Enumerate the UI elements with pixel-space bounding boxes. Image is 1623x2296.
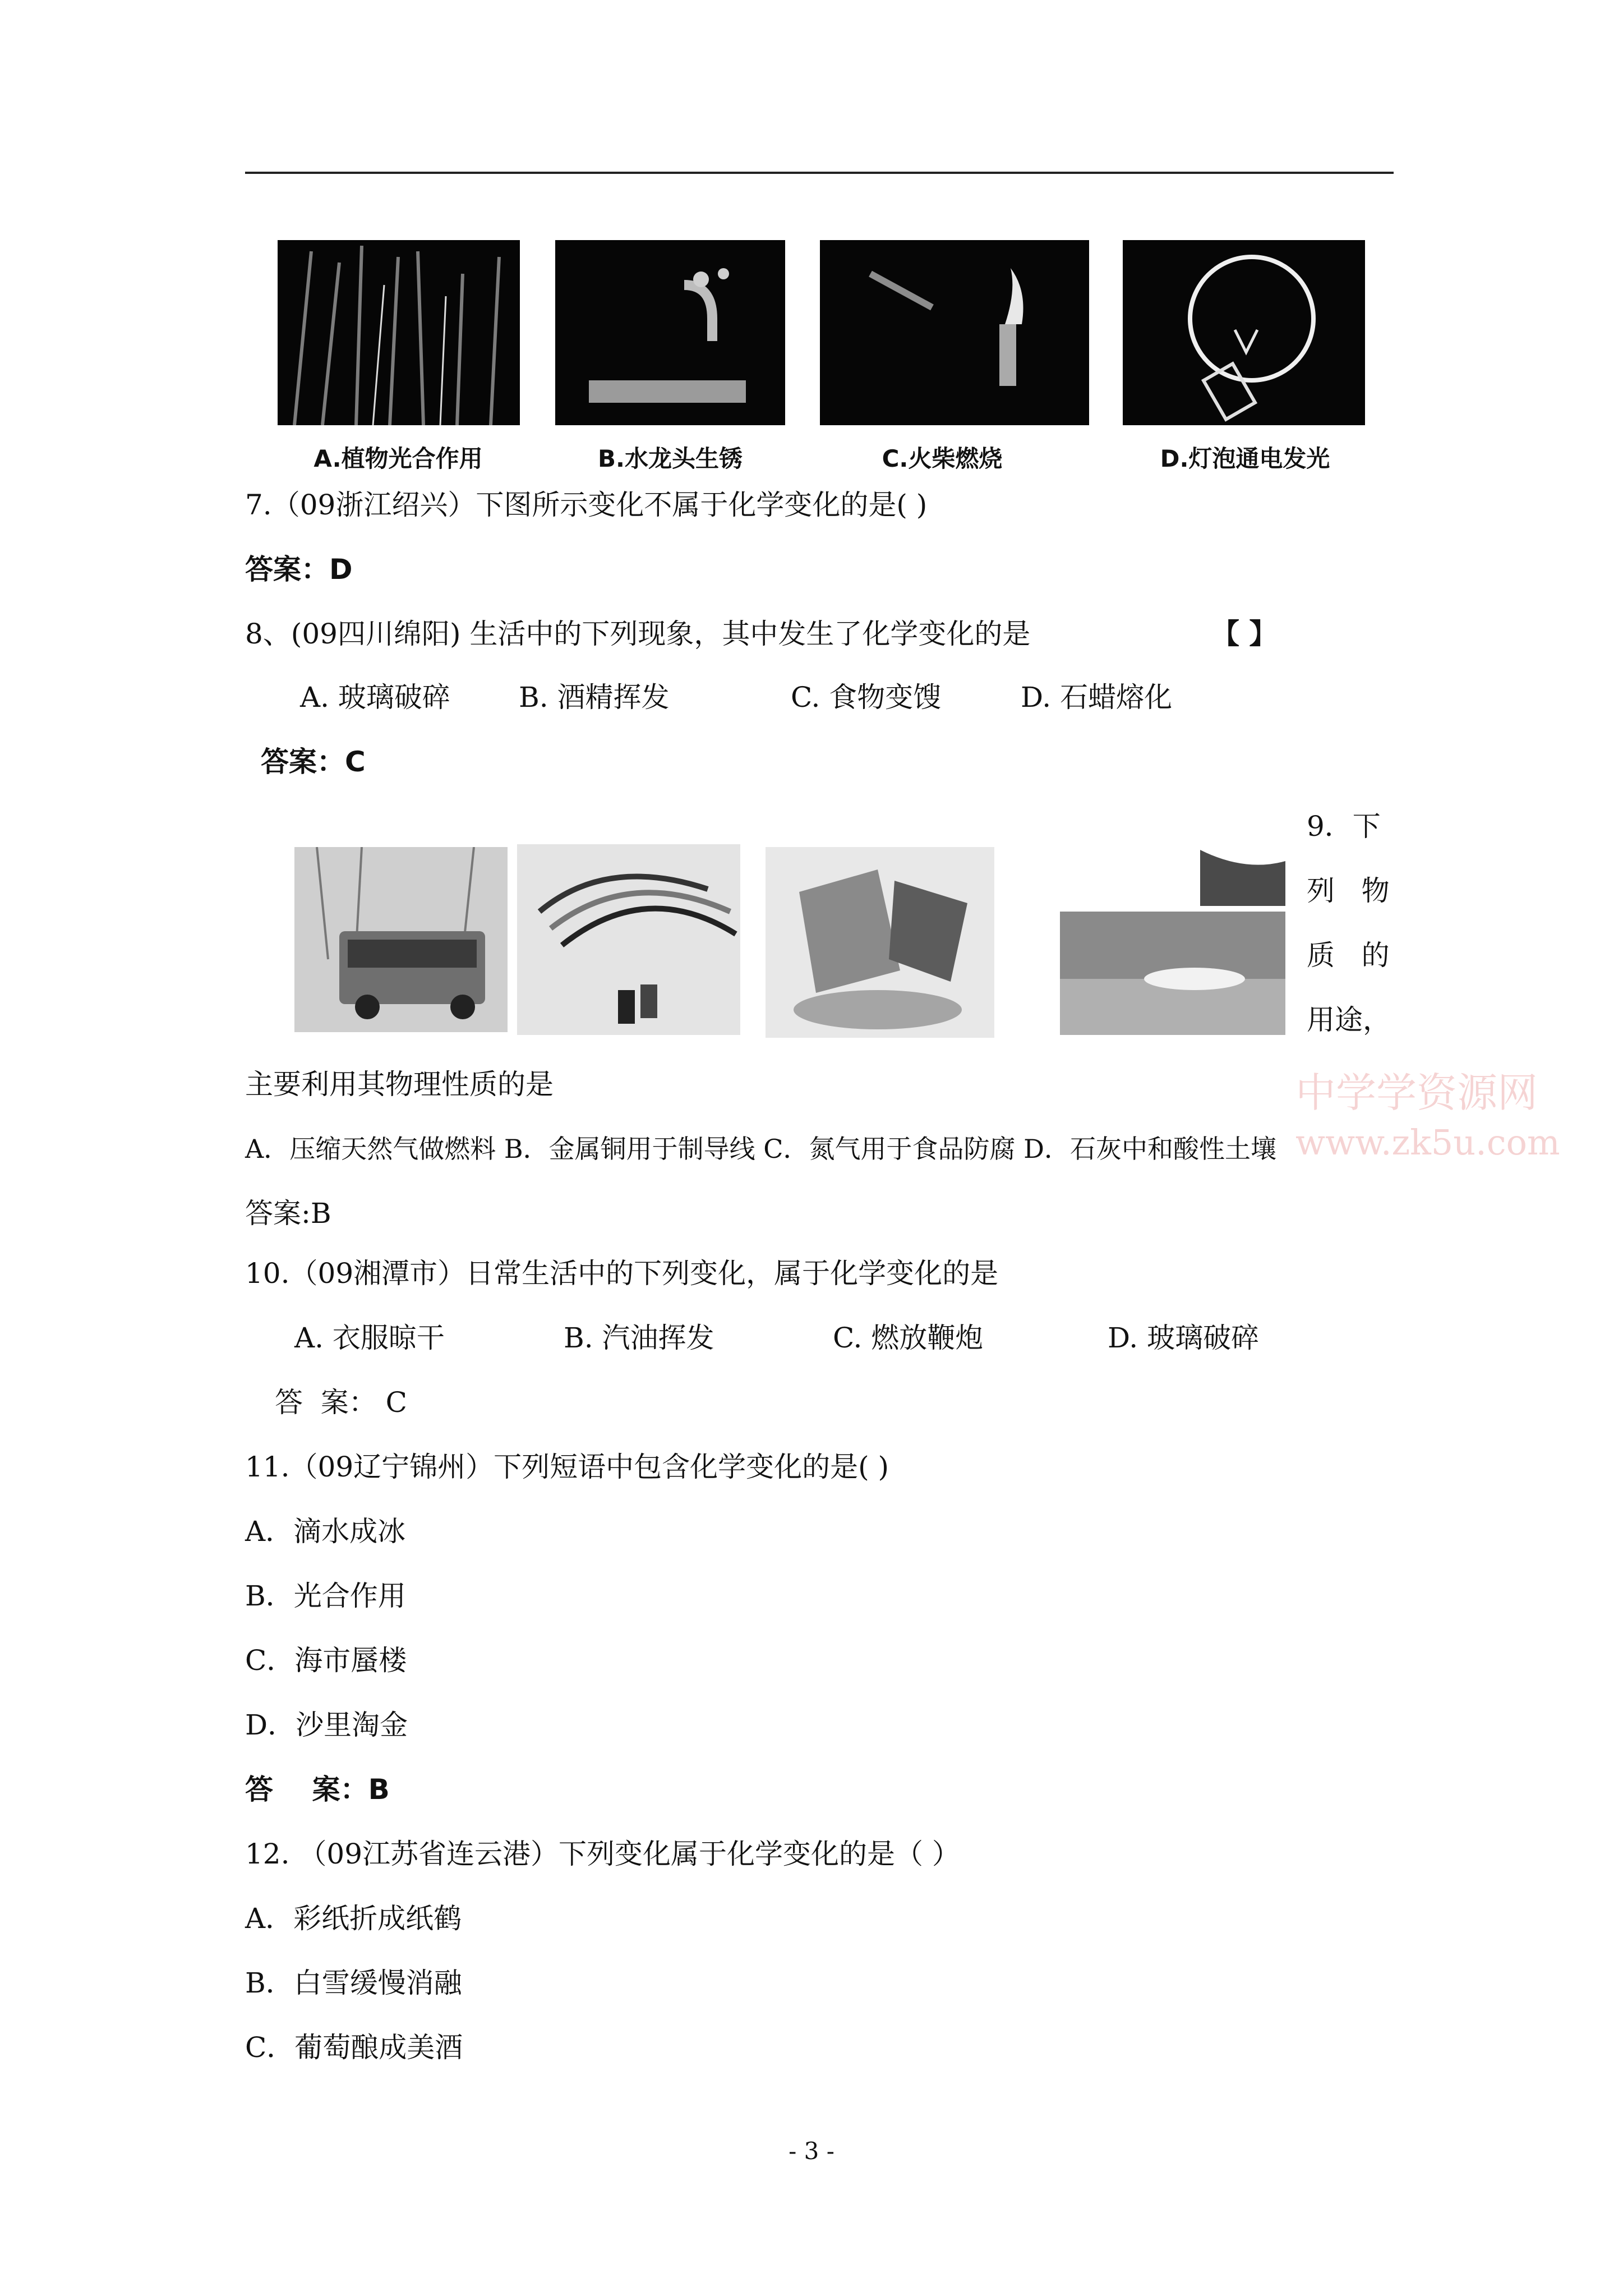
photo-bulb (1123, 240, 1365, 425)
option-11c: C．海市蜃楼 (245, 1644, 407, 1677)
option-10a: A. 衣服晾干 (294, 1322, 445, 1354)
option-10d: D. 玻璃破碎 (1108, 1322, 1260, 1354)
option-11b: B．光合作用 (245, 1580, 406, 1612)
question-11: 11.（09辽宁锦州）下列短语中包含化学变化的是( ) (245, 1451, 889, 1483)
header-rule (245, 172, 1394, 174)
option-8a: A. 玻璃破碎 (300, 681, 450, 714)
option-11a: A．滴水成冰 (245, 1515, 406, 1548)
option-12a: A．彩纸折成纸鹤 (245, 1902, 462, 1935)
photo-match (820, 240, 1089, 425)
photo-plants (278, 240, 520, 425)
photo-food (766, 847, 994, 1038)
watermark-title: 中学学资源网 (1295, 1069, 1538, 1116)
bus-image (294, 847, 508, 1032)
question-12: 12. （09江苏省连云港）下列变化属于化学变化的是（ ） (245, 1838, 960, 1870)
question-10: 10.（09湘潭市）日常生活中的下列变化，属于化学变化的是 (245, 1257, 999, 1290)
question-9-side-2: 列 物 (1307, 875, 1390, 907)
answer-bracket-8: 【 】 (1211, 618, 1278, 650)
field-image (1060, 850, 1285, 1035)
caption-a: A.植物光合作用 (313, 445, 483, 472)
option-8b: B. 酒精挥发 (519, 681, 670, 714)
option-10b: B. 汽油挥发 (564, 1322, 714, 1354)
watermark-url: www.zk5u.com (1295, 1122, 1560, 1163)
caption-b: B.水龙头生锈 (598, 445, 743, 472)
wires-image (517, 844, 740, 1035)
question-9: 主要利用其物理性质的是 (245, 1068, 554, 1101)
photo-field (1060, 850, 1285, 1035)
food-image (766, 847, 994, 1038)
match-image (820, 240, 1089, 425)
option-10c: C. 燃放鞭炮 (833, 1322, 984, 1354)
answer-10: 答 案： C (275, 1386, 407, 1419)
bulb-image (1123, 240, 1365, 425)
question-9-side-3: 质 的 (1307, 939, 1390, 972)
answer-7: 答案：D (245, 553, 353, 586)
option-12b: B．白雪缓慢消融 (245, 1967, 462, 1999)
photo-wires (517, 844, 740, 1035)
caption-d: D.灯泡通电发光 (1160, 445, 1330, 472)
caption-c: C.火柴燃烧 (882, 445, 1003, 472)
faucet-image (555, 240, 785, 425)
question-8: 8、(09四川绵阳) 生活中的下列现象，其中发生了化学变化的是 (245, 618, 1031, 650)
photo-faucet (555, 240, 785, 425)
options-9: A．压缩天然气做燃料 B．金属铜用于制导线 C．氮气用于食品防腐 D．石灰中和酸性土壤 (245, 1134, 1276, 1164)
question-9-side-4: 用途， (1307, 1004, 1391, 1036)
photo-bus (294, 847, 508, 1032)
question-7: 7.（09浙江绍兴）下图所示变化不属于化学变化的是( ) (245, 489, 928, 521)
option-8c: C. 食物变馊 (791, 681, 942, 714)
option-12c: C．葡萄酿成美酒 (245, 2031, 463, 2064)
page-number: - 3 - (789, 2137, 834, 2165)
answer-9: 答案:B (245, 1197, 331, 1230)
answer-11: 答 案：B (245, 1773, 390, 1806)
plants-image (278, 240, 520, 425)
answer-8: 答案：C (261, 746, 366, 778)
option-11d: D．沙里淘金 (245, 1709, 408, 1741)
question-9-side-1: 9．下 (1307, 810, 1381, 843)
option-8d: D. 石蜡熔化 (1021, 681, 1173, 714)
